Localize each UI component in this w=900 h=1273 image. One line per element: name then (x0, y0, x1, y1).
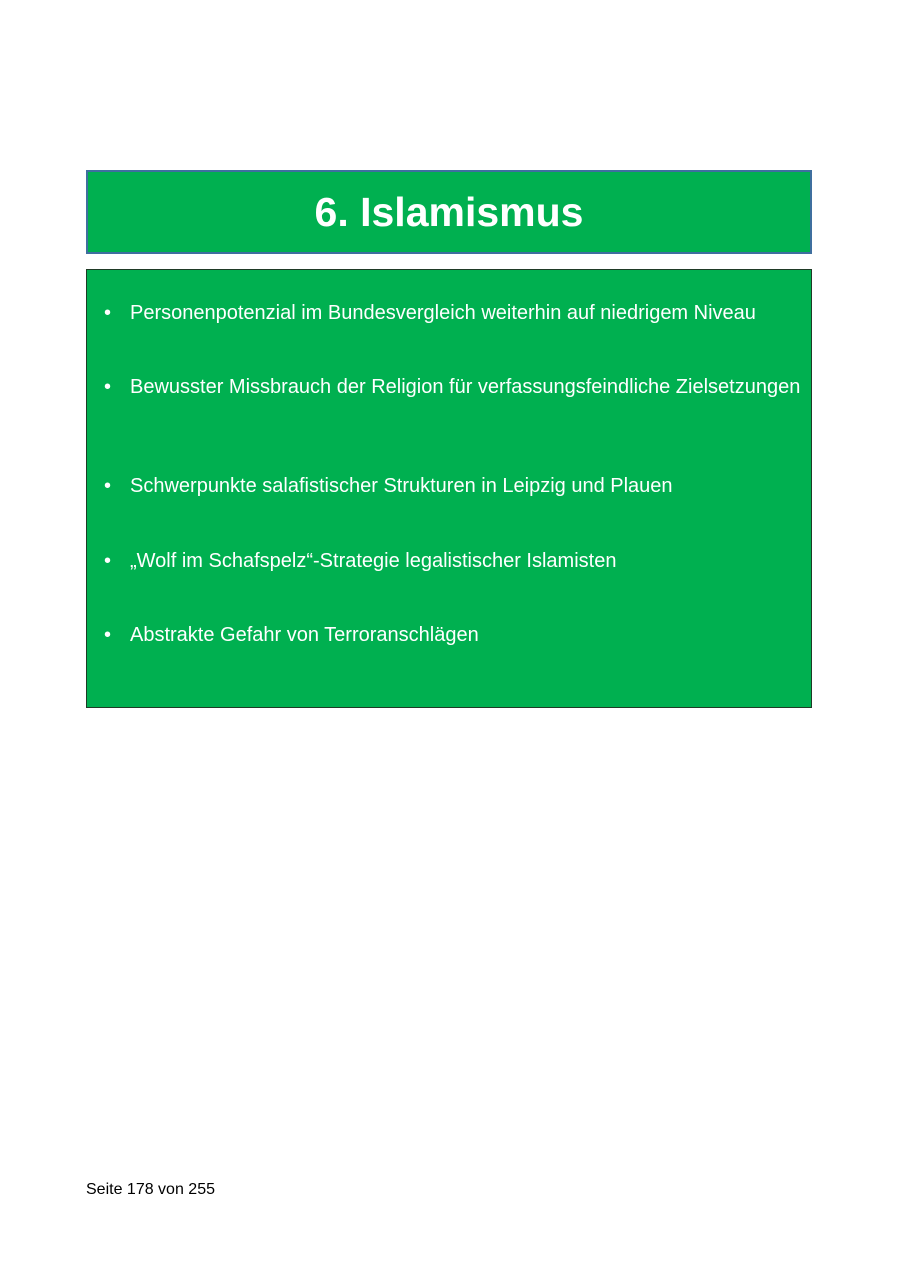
bullet-marker: • (104, 302, 112, 324)
bullet-marker: • (104, 550, 112, 572)
bullet-text: „Wolf im Schafspelz“-Strategie legalistischer Islamisten (130, 550, 617, 572)
page-number: Seite 178 von 255 (86, 1181, 215, 1198)
section-title-banner (86, 170, 812, 254)
bullet-text: Schwerpunkte salafistischer Strukturen in Leipzig und Plauen (130, 475, 673, 497)
bullet-text: Bewusster Missbrauch der Religion für verfassungsfeindliche Zielsetzungen (130, 376, 801, 398)
bullet-marker: • (104, 624, 112, 646)
bullet-text: Abstrakte Gefahr von Terroranschlägen (130, 624, 479, 646)
summary-box (86, 269, 812, 708)
bullet-text: Personenpotenzial im Bundesvergleich weiterhin auf niedrigem Niveau (130, 302, 756, 324)
bullet-marker: • (104, 376, 112, 398)
bullet-marker: • (104, 475, 112, 497)
page-title: 6. Islamismus (314, 188, 584, 235)
